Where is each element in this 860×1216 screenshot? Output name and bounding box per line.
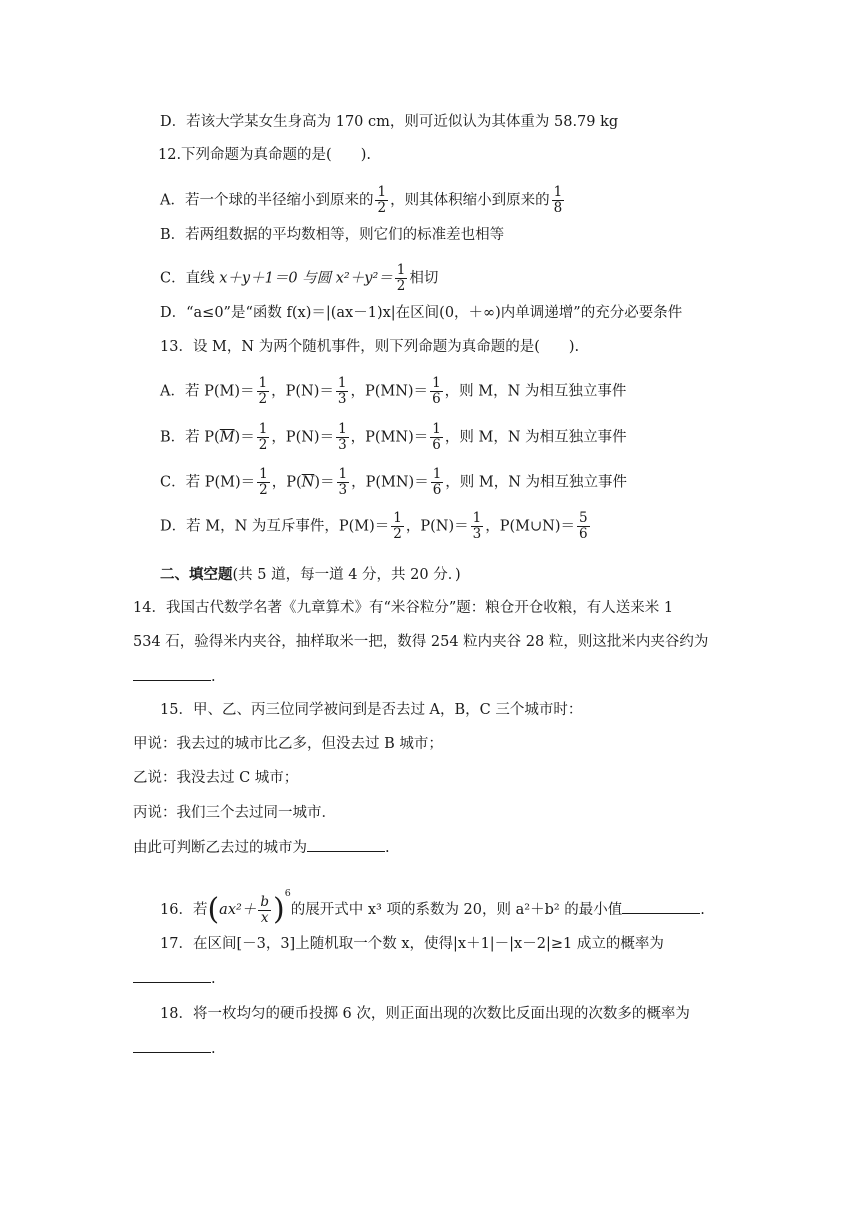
answer-blank (133, 1038, 211, 1053)
q12-option-a: A．若一个球的半径缩小到原来的 $\frac{1}{2}$ ，则其体积缩小到原来的 $\frac{1}{8}$ (160, 184, 563, 216)
answer-blank (622, 899, 700, 914)
q12-option-b: B．若两组数据的平均数相等，则它们的标准差也相等 (160, 227, 505, 243)
answer-blank (307, 837, 385, 852)
q17-answer-blank: . (133, 968, 216, 989)
q13-option-c: C．若 P(M)＝ $\frac{1}{2}$ ，$P(\overline{N})=$ $\frac{1}{3}$ ，P(MN)＝ $\frac{1}{6}$ ，则 M，N 为相互独立事件 (160, 466, 628, 498)
q15-yi: 乙说：我没去过 C 城市； (133, 770, 299, 786)
q12-option-c: C．直线 x＋y＋1＝0 与圆 x²＋y²＝ $\frac{1}{2}$ 相切 (160, 262, 439, 294)
q15-stem: 15．甲、乙、丙三位同学被问到是否去过 A，B，C 三个城市时： (160, 702, 583, 718)
fraction: $\frac{1}{3}$ (472, 510, 482, 542)
fraction: $\frac{1}{2}$ (377, 184, 387, 216)
q14-answer-blank: . (133, 666, 216, 687)
q17: 17．在区间[－3，3]上随机取一个数 x，使得|x＋1|－|x－2|≥1 成立的概率为 (160, 936, 664, 952)
q12-stem: 12.下列命题为真命题的是( ). (158, 147, 371, 163)
fraction: $\frac{1}{3}$ (337, 375, 347, 407)
fraction: $\frac{1}{3}$ (338, 421, 347, 453)
fraction: $\frac{1}{2}$ (393, 510, 402, 542)
q13-stem: 13．设 M，N 为两个随机事件，则下列命题为真命题的是( ). (160, 339, 580, 355)
q18-answer-blank: . (133, 1038, 216, 1059)
fraction: $\frac{5}{6}$ (579, 510, 588, 542)
fraction: $\frac{1}{2}$ (258, 421, 268, 453)
q15-conclusion: 由此可判断乙去过的城市为 . (133, 837, 390, 858)
fraction: $\frac{b}{x}$ (260, 893, 269, 926)
q14-line-1: 14．我国古代数学名著《九章算术》有“米谷粒分”题：粮仓开仓收粮，有人送来米 1 (133, 600, 674, 616)
answer-blank (133, 666, 211, 681)
fraction: $\frac{1}{6}$ (432, 375, 441, 407)
fraction: $\frac{1}{6}$ (432, 421, 441, 453)
answer-blank (133, 968, 211, 983)
q18: 18．将一枚均匀的硬币投掷 6 次，则正面出现的次数比反面出现的次数多的概率为 (160, 1006, 690, 1022)
q11-option-d: D．若该大学某女生身高为 170 cm，则可近似认为其体重为 58.79 kg (160, 114, 619, 130)
fraction: $\frac{1}{2}$ (259, 466, 268, 498)
fraction: $\frac{1}{8}$ (553, 184, 563, 216)
fraction: $\frac{1}{2}$ (396, 262, 406, 294)
q15-bing: 丙说：我们三个去过同一城市． (133, 805, 336, 821)
q14-line-2: 534 石，验得米内夹谷，抽样取米一把，数得 254 粒内夹谷 28 粒，则这批米内夹谷约为 (133, 634, 709, 650)
q13-option-d: D．若 M，N 为互斥事件，P(M)＝ $\frac{1}{2}$ ，P(N)＝ $\frac{1}{3}$ ，P(M∪N)＝ $\frac{5}{6}$ (160, 510, 588, 542)
q16: 16．若(ax²＋ $\frac{b}{x}$ )$^6$的展开式中 x³ 项的系数为 20，则 a²＋b² 的最小值 . (160, 888, 705, 927)
fraction: $\frac{1}{2}$ (258, 375, 268, 407)
q13-option-b: B．若 $P(\overline{M})=$ $\frac{1}{2}$ ，P(N)＝ $\frac{1}{3}$ ，P(MN)＝ $\frac{1}{6}$ ，则 M，N 为相互独立事件 (160, 421, 627, 453)
fraction: $\frac{1}{3}$ (338, 466, 348, 498)
q15-jia: 甲说：我去过的城市比乙多，但没去过 B 城市； (133, 736, 443, 752)
q13-option-a: A．若 P(M)＝ $\frac{1}{2}$ ，P(N)＝ $\frac{1}{3}$ ，P(MN)＝ $\frac{1}{6}$ ，则 M，N 为相互独立事件 (160, 375, 627, 407)
q12-option-d: D．“a≤0”是“函数 f(x)＝|(ax－1)x|在区间(0，＋∞)内单调递增”的充分必要条件 (160, 305, 683, 321)
section-fill-in-heading: 二、填空题(共 5 道，每一道 4 分，共 20 分．) (160, 567, 461, 583)
fraction: $\frac{1}{6}$ (432, 466, 442, 498)
